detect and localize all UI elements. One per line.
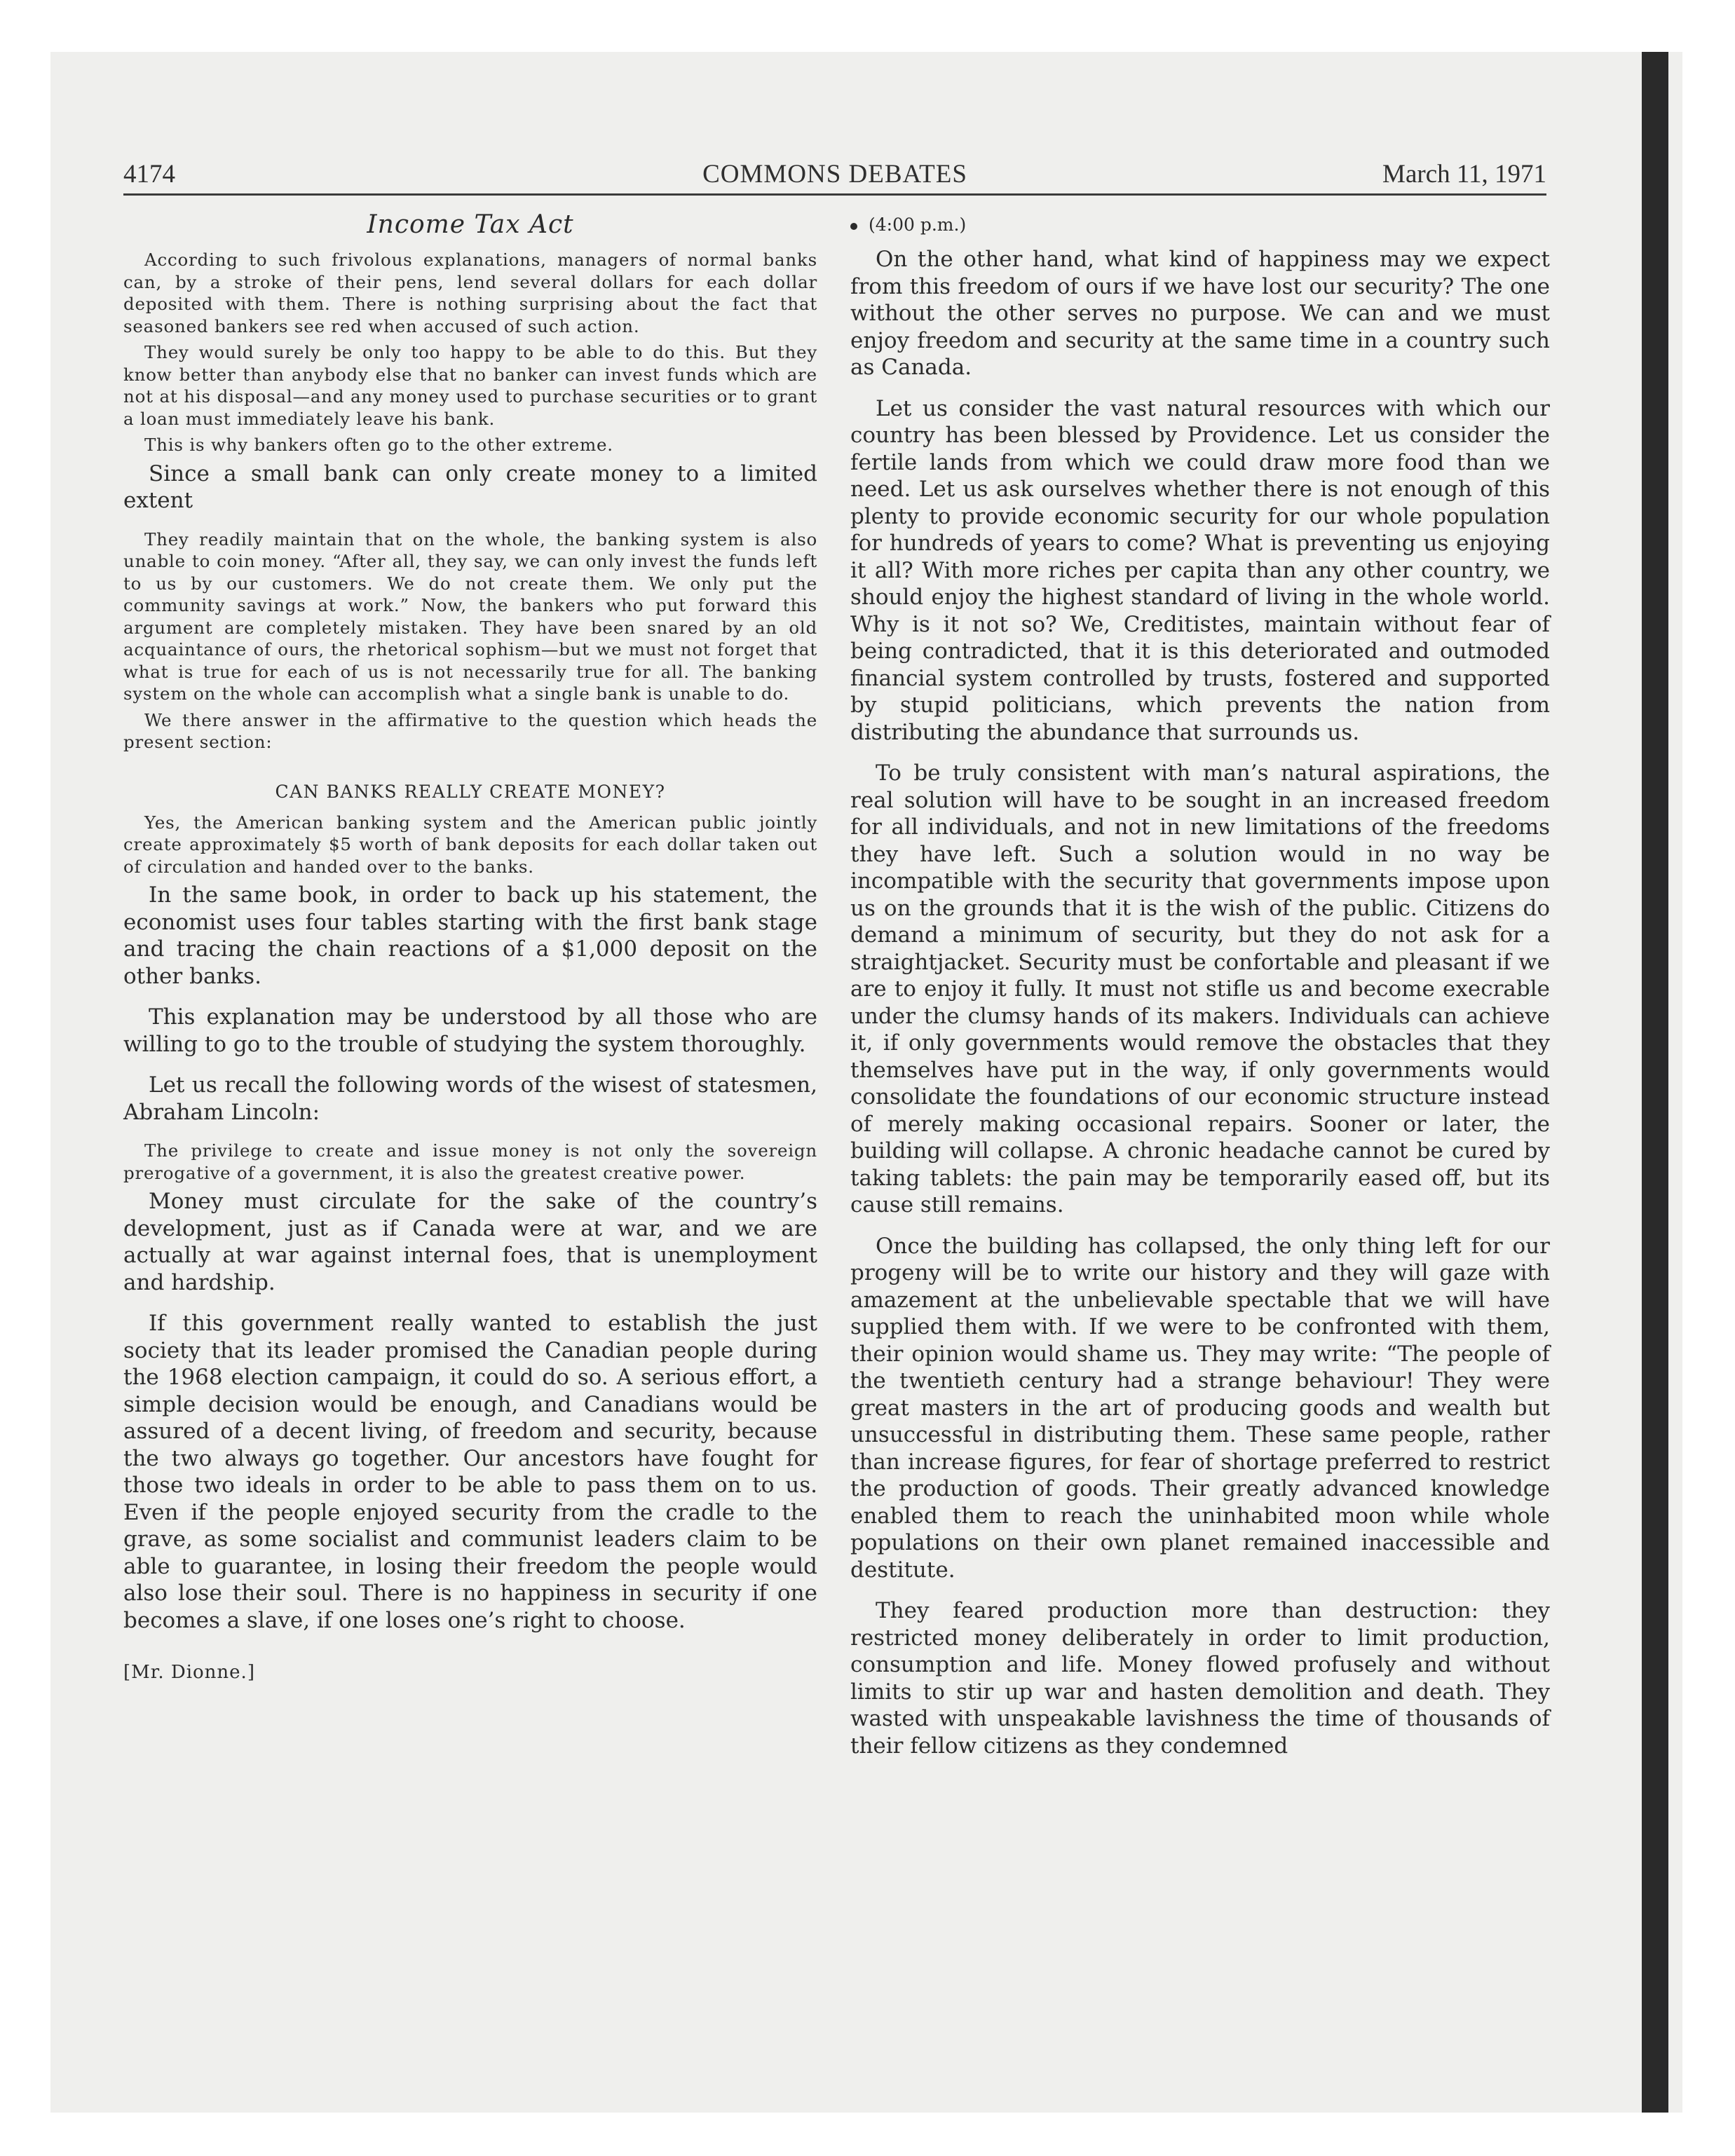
page-edge-shadow	[1642, 52, 1668, 2113]
publication-title: COMMONS DEBATES	[702, 160, 967, 189]
paragraph: This explanation may be understood by all those who are willing to go to the trouble of studying the system thoroughly.	[123, 1004, 817, 1057]
speaker-attribution: [Mr. Dionne.]	[123, 1662, 255, 1683]
paragraph: To be truly consistent with man’s natural aspirations, the real solution will have to be sought in an increased freedom for all individuals, and not in new limitations of the freedoms they have left. Such a solution would in no way be incompatible with the security that governments impose upon us on the grounds that it is the wish of the public. Citizens do demand a minimum of security, but they do not ask for a straightjacket. Security must be confortable and pleasant if we are to enjoy it fully. It must not stifle us and become execrable under the clumsy hands of its makers. Individuals can achieve it, if only governments would remove the obstacles that they themselves have put in the way, if only governments would consolidate the foundations of our economic structure instead of merely making occasional repairs. Sooner or later, the building will collapse. A chronic headache cannot be cured by taking tablets: the pain may be temporarily eased off, but its cause still remains.	[850, 760, 1550, 1217]
quoted-paragraph: This is why bankers often go to the other extreme.	[144, 435, 613, 455]
quoted-paragraph: We there answer in the affirmative to the question which heads the present section:	[123, 709, 817, 752]
quoted-paragraph: Yes, the American banking system and the American public jointly create approximately $5 worth of bank deposits for each dollar taken out of circulation and handed over to the banks.	[123, 812, 817, 877]
quoted-paragraph: They readily maintain that on the whole, the banking system is also unable to coin money. “After all, they say, we can only invest the funds left to us by our customers. We do not create them. We only put the community savings at work.” Now, the bankers who put forward this argument are completely mistaken. They have been snared by an old acquaintance of ours, the rhetorical sophism—but we must not forget that what is true for each of us is not necessarily true for all. The banking system on the whole can accomplish what a single bank is unable to do.	[123, 528, 817, 704]
paragraph: Once the building has collapsed, the only thing left for our progeny will be to write our history and they will gaze with amazement at the unbelievable spectable that we will have supplied them with. If we were to be confronted with them, their opinion would shame us. They may write: “The people of the twentieth century had a strange behaviour! They were great masters in the art of producing goods and wealth but unsuccessful in distributing them. These same people, rather than increase figures, for fear of shortage preferred to restrict the production of goods. Their greatly advanced knowledge enabled them to reach the uninhabited moon while whole populations on their own planet remained inaccessible and destitute.	[850, 1233, 1550, 1583]
section-title: Income Tax Act	[367, 210, 574, 239]
quoted-paragraph: The privilege to create and issue money is not only the sovereign prerogative of a government, it is also the greatest creative power.	[123, 1140, 817, 1183]
paragraph: On the other hand, what kind of happiness may we expect from this freedom of ours if we have lost our security? The one without the other serves no purpose. We can and we must enjoy freedom and security at the same time in a country such as Canada.	[850, 247, 1550, 380]
quoted-paragraph: According to such frivolous explanations, managers of normal banks can, by a stroke of their pens, lend several dollars for each dollar deposited with them. There is nothing surprising about the fact that seasoned bankers see red when accused of such action.	[123, 250, 817, 336]
paragraph: If this government really wanted to establish the just society that its leader promised the Canadian people during the 1968 election campaign, it could do so. A serious effort, a simple decision would be enough, and Canadians would be assured of a decent living, of freedom and security, because the two always go together. Our ancestors have fought for those two ideals in order to be able to pass them on to us. Even if the people enjoyed security from the cradle to the grave, as some socialist and communist leaders claim to be able to guarantee, in losing their freedom the people would also lose their soul. There is no happiness in security if one becomes a slave, if one loses one’s right to choose.	[123, 1311, 817, 1633]
page-number: 4174	[123, 160, 175, 189]
paragraph: Let us recall the following words of the wisest of statesmen, Abraham Lincoln:	[123, 1072, 817, 1125]
subsection-heading: CAN BANKS REALLY CREATE MONEY?	[275, 781, 666, 802]
right-column	[850, 210, 1550, 1773]
time-marker-text: (4:00 p.m.)	[869, 214, 967, 235]
header-date: March 11, 1971	[1382, 160, 1546, 189]
time-marker	[850, 214, 1550, 235]
right-column-text	[850, 246, 1550, 1759]
paragraph: In the same book, in order to back up his statement, the economist uses four tables starting with the first bank stage and tracing the chain reactions of a $1,000 deposit on the other banks.	[123, 882, 817, 989]
left-column	[123, 210, 817, 1683]
running-header	[123, 153, 1546, 196]
paragraph: Let us consider the vast natural resources with which our country has been blessed by Providence. Let us consider the fertile lands from which we could draw more food than we need. Let us ask ourselves whether there is not enough of this plenty to provide economic security for our whole population for hundreds of years to come? What is preventing us enjoying it all? With more riches per capita than any other country, we should enjoy the highest standard of living in the whole world. Why is it not so? We, Creditistes, maintain without fear of being contradicted, that it is this deteriorated and outmoded financial system controlled by trusts, fostered and supported by stupid politicians, which prevents the nation from distributing the abundance that surrounds us.	[850, 395, 1550, 745]
bullet-icon	[850, 223, 857, 230]
left-column-text	[123, 249, 817, 1634]
paragraph: Money must circulate for the sake of the country’s development, just as if Canada were at war, and we are actually at war against internal foes, that is unemployment and hardship.	[123, 1189, 817, 1295]
quoted-paragraph: They would surely be only too happy to be able to do this. But they know better than anybody else that no banker can invest funds which are not at his disposal—and any money used to purchase securities or to grant a loan must immediately leave his bank.	[123, 342, 817, 429]
paragraph: They feared production more than destruction: they restricted money deliberately in order to limit production, consumption and life. Money flowed profusely and without limits to stir up war and hasten demolition and death. They wasted with unspeakable lavishness the time of thousands of their fellow citizens as they condemned	[850, 1598, 1550, 1759]
paragraph: Since a small bank can only create money to a limited extent	[123, 460, 817, 513]
